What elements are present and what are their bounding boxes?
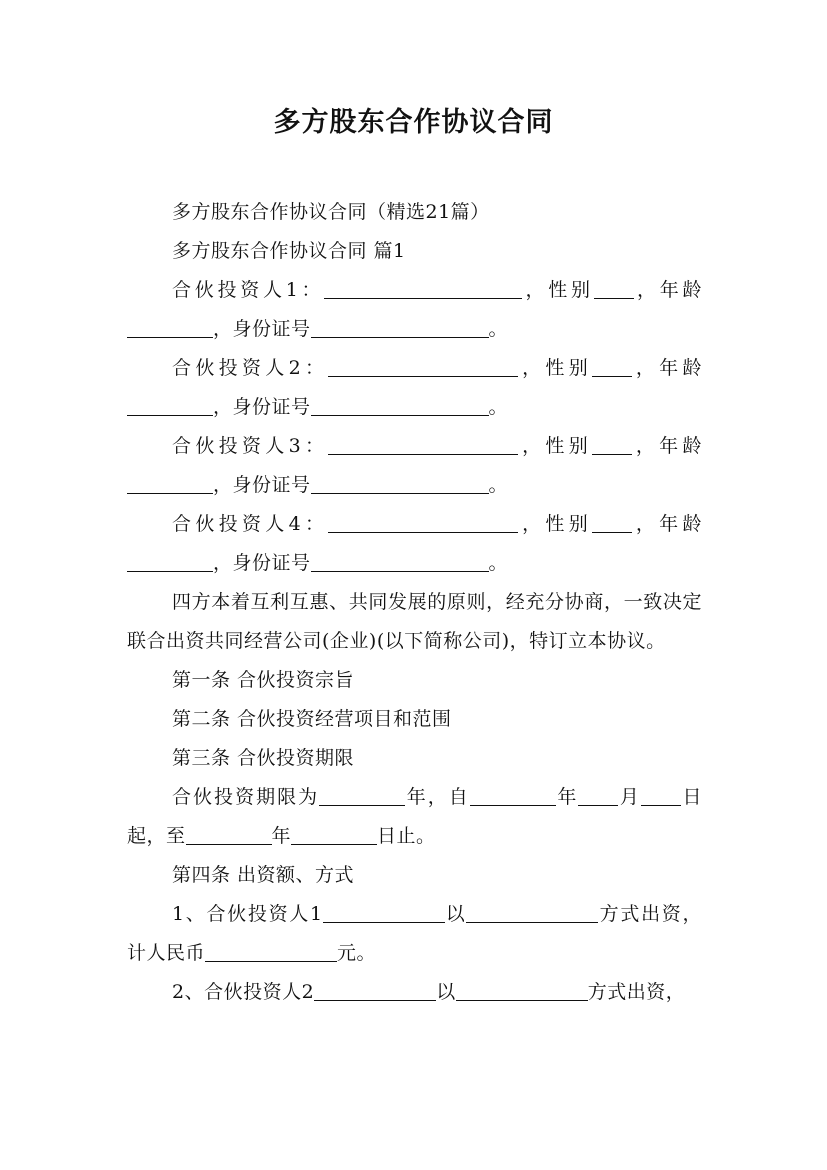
term-text: 日止。: [377, 825, 436, 847]
start-year-blank: [470, 785, 556, 806]
id-blank: [311, 395, 489, 416]
paragraph-contribution-2: [127, 973, 702, 1012]
age-blank: [127, 473, 213, 494]
id-label: ，身份证号: [213, 474, 311, 496]
paragraph-investor-3: [127, 427, 702, 505]
paragraph-term: [127, 778, 702, 856]
investor-label: 合伙投资人3：: [172, 435, 329, 457]
gender-blank: [592, 512, 632, 533]
end-year-blank: [186, 824, 272, 845]
age-label: ，年龄: [632, 357, 702, 379]
contribution-label: 1、合伙投资人1: [172, 903, 323, 925]
term-years-blank: [319, 785, 405, 806]
age-blank: [127, 551, 213, 572]
name-blank: [324, 278, 522, 299]
id-blank: [311, 317, 489, 338]
gender-label: ，性别: [518, 513, 593, 535]
id-blank: [311, 473, 489, 494]
age-label: ，年龄: [632, 435, 702, 457]
period: 。: [488, 318, 509, 340]
contribution-text: 以: [436, 981, 456, 1003]
gender-label: ，性别: [518, 435, 593, 457]
contribution-method-blank: [466, 902, 598, 923]
article-2-heading: 第二条 合伙投资经营项目和范围: [172, 708, 452, 730]
investor-label: 合伙投资人4：: [172, 513, 329, 535]
id-blank: [311, 551, 489, 572]
contribution-text: 以: [444, 903, 467, 925]
term-text: 年: [271, 825, 292, 847]
article-3-heading: 第三条 合伙投资期限: [172, 747, 355, 769]
paragraph-investor-2: [127, 349, 702, 427]
contribution-amount-blank: [314, 980, 436, 1001]
period: 。: [488, 552, 509, 574]
document-body: [127, 193, 702, 1012]
gender-blank: [594, 278, 634, 299]
contribution-text: 方式出资，: [587, 981, 686, 1003]
gender-blank: [592, 356, 632, 377]
paragraph-preamble: 四方本着互利互惠、共同发展的原则，经充分协商，一致决定联合出资共同经营公司(企业)(以下简称公司)，特订立本协议。: [127, 591, 702, 652]
gender-label: ，性别: [518, 357, 593, 379]
term-text: 年，自: [405, 786, 470, 808]
start-day-blank: [641, 785, 681, 806]
contribution-text: 方式出资，计人民币: [127, 903, 702, 964]
paragraph-investor-1: [127, 271, 702, 349]
gender-blank: [592, 434, 632, 455]
paragraph-section-heading: 多方股东合作协议合同 篇1: [172, 240, 406, 262]
name-blank: [328, 512, 518, 533]
paragraph-contribution-1: [127, 895, 702, 973]
period: 。: [488, 396, 509, 418]
article-4-heading: 第四条 出资额、方式: [172, 864, 355, 886]
term-label: 合伙投资期限为: [172, 786, 320, 808]
term-text: 日起，至: [127, 786, 702, 847]
contribution-text: 元。: [337, 942, 377, 964]
investor-label: 合伙投资人2：: [172, 357, 329, 379]
id-label: ，身份证号: [213, 552, 311, 574]
id-label: ，身份证号: [213, 318, 311, 340]
term-text: 年: [555, 786, 579, 808]
name-blank: [328, 356, 518, 377]
name-blank: [328, 434, 518, 455]
age-blank: [127, 395, 213, 416]
term-text: 月: [618, 786, 641, 808]
gender-label: ，性别: [522, 279, 594, 301]
contribution-amount-blank: [323, 902, 445, 923]
id-label: ，身份证号: [213, 396, 311, 418]
paragraph-investor-4: [127, 505, 702, 583]
age-blank: [127, 317, 213, 338]
contribution-label: 2、合伙投资人2: [172, 981, 315, 1003]
age-label: ，年龄: [633, 279, 702, 301]
paragraph-subtitle: 多方股东合作协议合同（精选21篇）: [172, 201, 490, 223]
contribution-method-blank: [456, 980, 588, 1001]
start-month-blank: [578, 785, 618, 806]
period: 。: [488, 474, 509, 496]
age-label: ，年龄: [632, 513, 702, 535]
investor-label: 合伙投资人1：: [172, 279, 325, 301]
document-title: 多方股东合作协议合同: [273, 107, 554, 138]
end-day-blank: [291, 824, 377, 845]
contribution-rmb-blank: [205, 941, 337, 962]
article-1-heading: 第一条 合伙投资宗旨: [172, 669, 355, 691]
